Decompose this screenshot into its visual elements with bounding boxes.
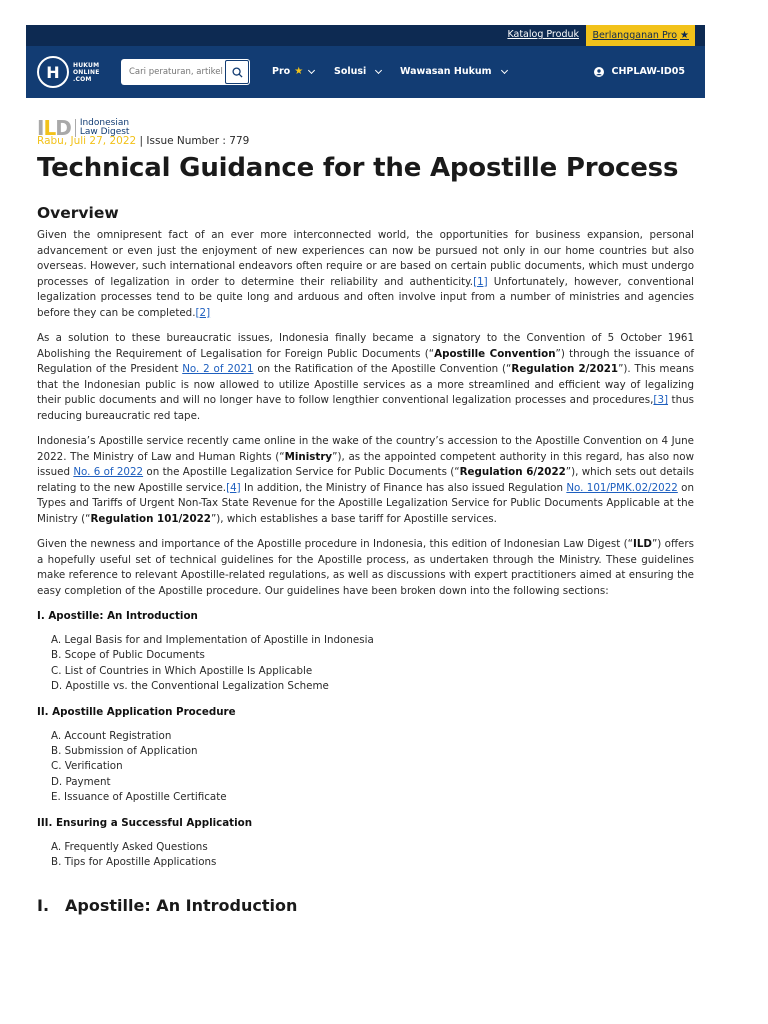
text: ”) offers a hopefully useful set of technical guidelines for the Apostille process, as undertaken through the Ministry. These guidelines make reference to relevant Apostille-related regulations, as well as discussions with expert practitioners aimed at ensuring the easy completion of the Apostille procedure. Our guidelines have been broken down into the following sections:: [37, 538, 694, 597]
berlangganan-label: Berlangganan Pro: [592, 30, 678, 41]
bold-term: Regulation 2/2021: [511, 363, 619, 375]
logo-line-2: ONLINE: [73, 68, 100, 76]
bold-term: Ministry: [284, 450, 333, 463]
article-title: Technical Guidance for the Apostille Process: [37, 153, 679, 183]
issue-number: | Issue Number : 779: [136, 135, 250, 147]
section-title: III. Ensuring a Successful Application: [37, 816, 253, 829]
bold-term: Regulation 101/2022: [90, 512, 211, 525]
text: Given the newness and importance of the Apostille procedure in Indonesia, this edition of Indonesian Law Digest (“: [37, 538, 633, 550]
chevron-down-icon: [501, 66, 508, 73]
paragraph-4: [37, 537, 694, 599]
article: [37, 118, 694, 915]
nav-wawasan-hukum[interactable]: [400, 66, 507, 77]
logo-line-1: HUKUM: [73, 61, 100, 69]
search-button[interactable]: [225, 60, 249, 84]
nav-wawasan-label: Wawasan Hukum: [400, 66, 492, 77]
text: ”), as the appointed competent authority in this regard, has also now issued: [37, 450, 695, 478]
nav-solusi-label: Solusi: [334, 66, 367, 77]
chevron-down-icon: [375, 66, 382, 73]
overview-heading: Overview: [37, 204, 119, 222]
list-item: D. Apostille vs. the Conventional Legalization Scheme: [51, 680, 329, 693]
main-navbar: [26, 46, 705, 98]
paragraph-3: [37, 434, 694, 527]
list-item: B. Scope of Public Documents: [51, 649, 205, 662]
star-icon: ★: [680, 30, 689, 41]
heading-number: I.: [37, 896, 50, 916]
ild-mark: ILD: [37, 116, 71, 140]
text: on Types and Tariffs of Urgent Non-Tax State Revenue for the Apostille Legalization Service for Public Documents Applicable at the Ministry (“: [37, 481, 694, 525]
heading-text: Apostille: An Introduction: [65, 896, 298, 916]
nav-pro[interactable]: [272, 66, 314, 77]
list-item: B. Submission of Application: [51, 745, 198, 758]
paragraph-1: [37, 228, 694, 321]
list-item: A. Legal Basis for and Implementation of Apostille in Indonesia: [51, 634, 374, 646]
logo-mark: H: [37, 56, 69, 88]
text: ”). This means that the Indonesian public is now allowed to utilize Apostille services as a more streamlined and efficient way of legalizing their public documents and will no longer have to follow lengthier conventional legalization processes and procedures,: [37, 363, 694, 406]
section-list: [51, 729, 694, 806]
list-item: B. Tips for Apostille Applications: [51, 856, 217, 869]
text: on the Ratification of the Apostille Convention (“: [253, 363, 512, 375]
search-input[interactable]: [121, 59, 225, 85]
regulation-link[interactable]: No. 101/PMK.02/2022: [566, 481, 678, 494]
list-item: C. List of Countries in Which Apostille Is Applicable: [51, 664, 313, 677]
intro-section-heading: [37, 896, 694, 915]
text: on the Apostille Legalization Service for Public Documents (“: [143, 466, 460, 478]
bold-term: ILD: [633, 538, 652, 550]
text: Given the omnipresent fact of an ever more interconnected world, the opportunities for business expansion, personal advancement or even just the enjoyment of new experiences can now be pursued not only in our home countries but also overseas. However, such international endeavors often require or are based on certain public documents, which must undergo processes of legalization in order to determine their reliability and authenticity.: [37, 229, 694, 288]
user-account[interactable]: [594, 66, 686, 77]
footnote-2-link[interactable]: [2]: [195, 306, 211, 319]
list-item: E. Issuance of Apostille Certificate: [51, 791, 227, 804]
article-meta: [37, 135, 694, 147]
paragraph-2: [37, 331, 694, 424]
ild-line-1: Indonesian: [79, 118, 130, 128]
top-bar: [26, 25, 705, 46]
list-item: A. Frequently Asked Questions: [51, 840, 208, 853]
berlangganan-pro-link[interactable]: [586, 25, 695, 46]
footnote-1-link[interactable]: [1]: [473, 275, 488, 288]
section-list: [51, 840, 694, 871]
section-title: I. Apostille: An Introduction: [37, 610, 198, 622]
chevron-down-icon: [308, 66, 315, 73]
footnote-3-link[interactable]: [3]: [653, 394, 669, 406]
star-icon: ★: [294, 66, 304, 77]
search-icon: [232, 67, 243, 78]
text: ”), which sets out details relating to the new Apostille service.: [37, 466, 694, 494]
bold-term: Regulation 6/2022: [459, 466, 566, 478]
nav-pro-label: Pro: [272, 66, 291, 77]
text: As a solution to these bureaucratic issues, Indonesia finally became a signatory to the Convention of 5 October 1961 Abolishing the Requirement of Legalisation for Foreign Public Documents (“: [37, 332, 694, 360]
article-date: Rabu, Juli 27, 2022: [37, 135, 137, 147]
regulation-link[interactable]: No. 2 of 2021: [182, 363, 254, 375]
text: In addition, the Ministry of Finance has also issued Regulation: [240, 481, 567, 494]
footnote-4-link[interactable]: [4]: [226, 481, 241, 494]
list-item: A. Account Registration: [51, 729, 172, 742]
list-item: D. Payment: [51, 775, 111, 788]
section-list: [51, 633, 694, 695]
nav-solusi[interactable]: [334, 66, 381, 77]
text: Unfortunately, however, conventional legalization processes tend to be quite long and arduous and often involve input from a number of ministries and agencies before they can be completed.: [37, 275, 694, 319]
text: thus reducing bureaucratic red tape.: [37, 394, 694, 422]
search-box: [121, 59, 250, 85]
regulation-link[interactable]: No. 6 of 2022: [73, 466, 144, 478]
text: ”) through the issuance of Regulation of the President: [37, 347, 694, 375]
bold-term: Apostille Convention: [434, 347, 556, 360]
section-title: II. Apostille Application Procedure: [37, 705, 236, 718]
katalog-produk-link[interactable]: Katalog Produk: [507, 29, 579, 40]
logo-line-3: .COM: [73, 75, 92, 83]
text: Indonesia’s Apostille service recently came online in the wake of the country’s accession to the Apostille Convention on 4 June 2022. The Ministry of Law and Human Rights (“: [37, 435, 694, 463]
logo-wordmark: [73, 62, 100, 83]
ild-line-2: Law Digest: [79, 127, 130, 137]
hukumonline-logo[interactable]: [37, 56, 100, 88]
user-name: CHPLAW-ID05: [611, 66, 685, 77]
text: ”), which establishes a base tariff for Apostille services.: [210, 512, 497, 525]
list-item: C. Verification: [51, 760, 123, 773]
user-icon: [594, 67, 604, 77]
